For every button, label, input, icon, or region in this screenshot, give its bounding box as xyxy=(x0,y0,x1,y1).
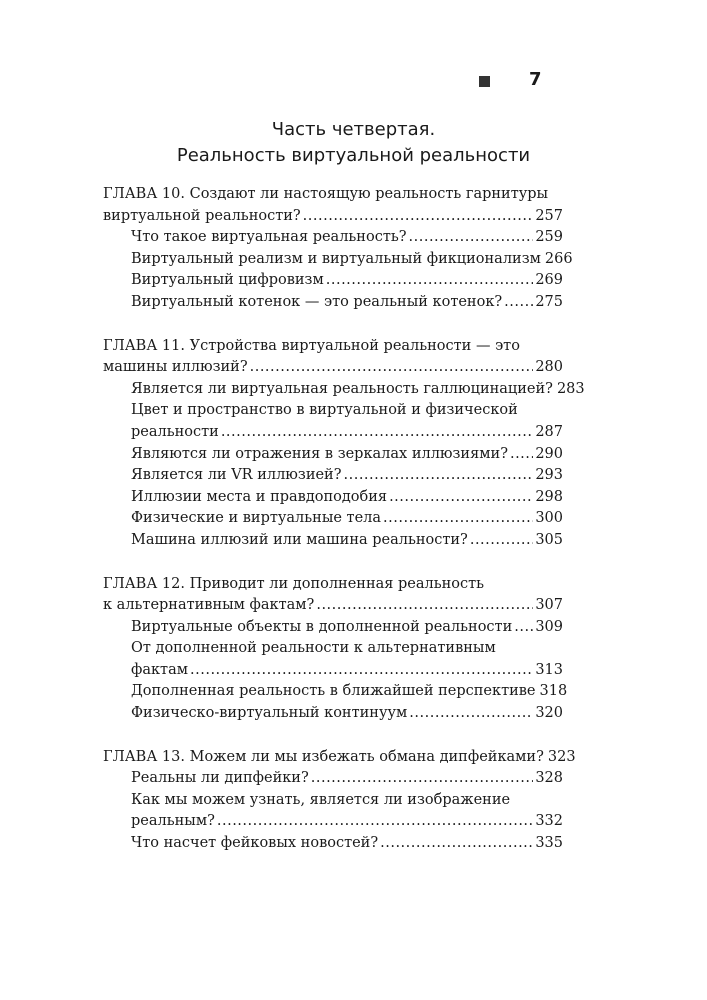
toc-entry-title: Являются ли отражения в зеркалах иллюзиями? xyxy=(131,445,508,462)
toc-entry-title: Виртуальные объекты в дополненной реальности xyxy=(131,618,513,635)
dot-leader xyxy=(409,703,533,725)
toc-page-number: 335 xyxy=(535,835,563,852)
section-row xyxy=(103,508,563,530)
dot-leader xyxy=(217,811,533,833)
dot-leader xyxy=(380,833,533,855)
toc-page-number: 320 xyxy=(535,705,563,722)
toc-page-number: 259 xyxy=(535,229,563,246)
dot-leader xyxy=(250,357,534,379)
dot-leader xyxy=(409,227,534,249)
section-row xyxy=(103,227,563,249)
section-row xyxy=(103,703,563,725)
section-row xyxy=(103,422,563,444)
chapter-heading-line: ГЛАВА 12. Приводит ли дополненная реальность xyxy=(103,575,485,592)
toc-entry-title: машины иллюзий? xyxy=(103,359,248,376)
toc-entry-title: реальным? xyxy=(131,813,215,830)
chapter-heading-row xyxy=(103,357,563,379)
toc-page-number: 328 xyxy=(535,770,563,787)
part-title-line-2: Реальность виртуальной реальности xyxy=(176,145,531,166)
toc-page-number: 269 xyxy=(535,272,563,289)
toc-entry-title: Реальны ли дипфейки? xyxy=(131,770,309,787)
toc-entry-title: Физическо-виртуальный континуум xyxy=(131,705,408,722)
dot-leader xyxy=(303,206,534,228)
toc-entry-title: Что насчет фейковых новостей? xyxy=(131,835,379,852)
toc-entry-title: реальности xyxy=(131,423,219,440)
square-bullet-icon xyxy=(479,76,490,87)
toc-page-number: 290 xyxy=(535,445,563,462)
toc-page-number: 332 xyxy=(535,813,563,830)
chapter-heading-row xyxy=(103,206,563,228)
toc-chapter xyxy=(103,336,585,552)
toc-chapter xyxy=(103,747,576,855)
toc-entry-title: Машина иллюзий или машина реальности? xyxy=(131,531,468,548)
toc-entry-title: к альтернативным фактам? xyxy=(103,597,315,614)
section-row xyxy=(103,660,563,682)
toc-page-number: 287 xyxy=(535,423,563,440)
toc-entry-title: фактам xyxy=(131,661,189,678)
toc-entry-title: Является ли VR иллюзией? xyxy=(131,467,342,484)
section-row xyxy=(103,249,573,271)
toc-entry-title: Дополненная реальность в ближайшей перспективе xyxy=(131,683,536,700)
dot-leader xyxy=(221,422,533,444)
page-number: 7 xyxy=(529,69,542,90)
toc-entry-title: Виртуальный цифровизм xyxy=(131,272,324,289)
dot-leader xyxy=(514,617,533,639)
toc-page-number: 323 xyxy=(547,748,576,765)
dot-leader xyxy=(383,508,533,530)
chapter-heading-row xyxy=(103,747,576,769)
toc-page-number: 313 xyxy=(535,661,563,678)
dot-leader xyxy=(389,487,533,509)
toc-entry-title: Виртуальный котенок — это реальный котенок? xyxy=(131,293,503,310)
toc-page-number: 300 xyxy=(535,510,563,527)
toc-chapter xyxy=(103,574,568,725)
dot-leader xyxy=(316,595,533,617)
toc-page-number: 257 xyxy=(535,207,563,224)
toc-entry-title: Виртуальный реализм и виртуальный фикционализм xyxy=(131,250,541,267)
section-row xyxy=(103,811,563,833)
dot-leader xyxy=(470,530,533,552)
toc-entry-title: Иллюзии места и правдоподобия xyxy=(131,488,388,505)
toc-page-number: 283 xyxy=(556,380,585,397)
toc-page-number: 318 xyxy=(539,683,568,700)
toc-page-number: 307 xyxy=(535,597,563,614)
page-header xyxy=(0,67,707,97)
toc-page-number: 293 xyxy=(535,467,563,484)
dot-leader xyxy=(326,270,534,292)
section-title-line: Как мы можем узнать, является ли изображение xyxy=(131,791,511,808)
part-title-line-1: Часть четвертая. xyxy=(271,119,436,140)
toc-page-number: 280 xyxy=(535,359,563,376)
section-row xyxy=(103,292,563,314)
dot-leader xyxy=(344,465,534,487)
toc-chapter xyxy=(103,184,573,314)
section-row xyxy=(103,833,563,855)
section-title-line: Цвет и пространство в виртуальной и физической xyxy=(131,402,518,419)
toc-page-number: 266 xyxy=(544,250,573,267)
chapter-heading-row xyxy=(103,595,563,617)
chapter-heading-line: ГЛАВА 11. Устройства виртуальной реальности — это xyxy=(103,337,520,354)
toc-entry-title: Что такое виртуальная реальность? xyxy=(131,229,407,246)
toc-entry-title: Физические и виртуальные тела xyxy=(131,510,382,527)
toc-page-number: 309 xyxy=(535,618,563,635)
dot-leader xyxy=(190,660,533,682)
table-of-contents xyxy=(103,184,585,877)
dot-leader xyxy=(504,292,533,314)
toc-entry-title: ГЛАВА 13. Можем ли мы избежать обмана дипфейками? xyxy=(103,748,544,765)
section-row xyxy=(103,270,563,292)
section-row xyxy=(103,617,563,639)
toc-page-number: 305 xyxy=(535,531,563,548)
section-row xyxy=(103,487,563,509)
section-row xyxy=(103,444,563,466)
dot-leader xyxy=(510,444,533,466)
section-row xyxy=(103,465,563,487)
toc-entry-title: Является ли виртуальная реальность галлюцинацией? xyxy=(131,380,553,397)
chapter-heading-line: ГЛАВА 10. Создают ли настоящую реальность гарнитуры xyxy=(103,186,549,202)
section-title-line: От дополненной реальности к альтернативным xyxy=(131,640,496,657)
toc-page-number: 298 xyxy=(535,488,563,505)
toc-entry-title: виртуальной реальности? xyxy=(103,207,301,224)
section-row xyxy=(103,530,563,552)
part-title xyxy=(0,117,707,169)
dot-leader xyxy=(311,768,534,790)
section-row xyxy=(103,379,585,401)
section-row xyxy=(103,681,568,703)
toc-page-number: 275 xyxy=(535,293,563,310)
section-row xyxy=(103,768,563,790)
